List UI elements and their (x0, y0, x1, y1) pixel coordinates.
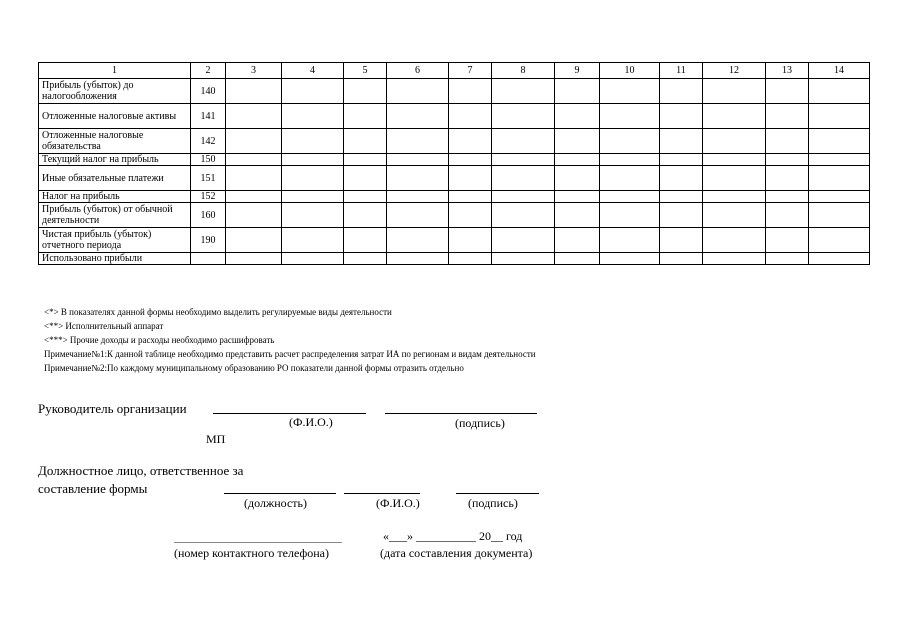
value-cell (449, 154, 492, 166)
value-cell (660, 166, 703, 191)
value-cell (766, 79, 809, 104)
value-cell (703, 203, 766, 228)
value-cell (226, 253, 282, 265)
value-cell (492, 79, 555, 104)
value-cell (344, 166, 387, 191)
value-cell (226, 166, 282, 191)
value-cell (660, 191, 703, 203)
official-fio-line (344, 493, 420, 494)
value-cell (600, 203, 660, 228)
table-row (39, 166, 870, 191)
value-cell (660, 79, 703, 104)
row-code: 142 (191, 129, 226, 154)
row-label: Иные обязательные платежи (39, 166, 191, 191)
note-2: <**> Исполнительный аппарат (44, 321, 164, 331)
row-code: 152 (191, 191, 226, 203)
official-sign-line (456, 493, 539, 494)
value-cell (809, 154, 870, 166)
value-cell (492, 203, 555, 228)
value-cell (344, 253, 387, 265)
value-cell (703, 129, 766, 154)
table-row (39, 79, 870, 104)
table-row (39, 203, 870, 228)
value-cell (809, 129, 870, 154)
row-code (191, 253, 226, 265)
value-cell (766, 154, 809, 166)
position-line (224, 493, 336, 494)
note-1: <*> В показателях данной формы необходимо выделить регулируемые виды деятельности (44, 307, 392, 317)
value-cell (344, 154, 387, 166)
value-cell (555, 191, 600, 203)
value-cell (226, 191, 282, 203)
value-cell (282, 104, 344, 129)
table-body (39, 79, 870, 265)
column-header-13: 13 (766, 63, 809, 79)
value-cell (660, 104, 703, 129)
head-label: Руководитель организации (38, 401, 187, 416)
value-cell (600, 154, 660, 166)
head-fio-caption: (Ф.И.О.) (289, 415, 333, 429)
column-header-2: 2 (191, 63, 226, 79)
value-cell (660, 129, 703, 154)
value-cell (809, 166, 870, 191)
value-cell (387, 203, 449, 228)
value-cell (449, 104, 492, 129)
value-cell (703, 166, 766, 191)
value-cell (492, 104, 555, 129)
value-cell (492, 191, 555, 203)
column-header-12: 12 (703, 63, 766, 79)
value-cell (766, 166, 809, 191)
value-cell (226, 104, 282, 129)
value-cell (387, 79, 449, 104)
value-cell (282, 129, 344, 154)
header-row (39, 63, 870, 79)
value-cell (492, 154, 555, 166)
value-cell (555, 79, 600, 104)
row-label: Прибыль (убыток) от обычной деятельности (39, 203, 191, 228)
column-header-5: 5 (344, 63, 387, 79)
value-cell (809, 79, 870, 104)
value-cell (703, 228, 766, 253)
value-cell (660, 253, 703, 265)
value-cell (809, 228, 870, 253)
value-cell (344, 203, 387, 228)
value-cell (387, 191, 449, 203)
date-line: «___» __________ 20__ год (383, 529, 523, 543)
table-row (39, 228, 870, 253)
value-cell (492, 129, 555, 154)
official-fio-caption: (Ф.И.О.) (376, 496, 420, 510)
value-cell (555, 129, 600, 154)
value-cell (809, 104, 870, 129)
value-cell (344, 79, 387, 104)
value-cell (600, 191, 660, 203)
column-header-4: 4 (282, 63, 344, 79)
value-cell (226, 228, 282, 253)
value-cell (282, 79, 344, 104)
value-cell (282, 253, 344, 265)
note-4: Примечание№1:К данной таблице необходимо представить расчет распределения затрат ИА по регионам и видам деятельности (44, 349, 536, 359)
column-header-11: 11 (660, 63, 703, 79)
value-cell (766, 129, 809, 154)
value-cell (809, 253, 870, 265)
value-cell (703, 154, 766, 166)
value-cell (282, 166, 344, 191)
table-row (39, 129, 870, 154)
column-header-6: 6 (387, 63, 449, 79)
row-code: 151 (191, 166, 226, 191)
column-header-14: 14 (809, 63, 870, 79)
table-row (39, 253, 870, 265)
official-label-1: Должностное лицо, ответственное за (38, 463, 244, 478)
value-cell (660, 203, 703, 228)
phone-caption: (номер контактного телефона) (174, 546, 329, 560)
value-cell (809, 203, 870, 228)
row-label: Прибыль (убыток) до налогообложения (39, 79, 191, 104)
position-caption: (должность) (244, 496, 307, 510)
column-header-1: 1 (39, 63, 191, 79)
value-cell (387, 154, 449, 166)
value-cell (766, 191, 809, 203)
row-code: 150 (191, 154, 226, 166)
row-code: 160 (191, 203, 226, 228)
value-cell (226, 129, 282, 154)
value-cell (387, 129, 449, 154)
official-sign-caption: (подпись) (468, 496, 518, 510)
value-cell (344, 191, 387, 203)
stamp-label: МП (206, 432, 226, 446)
value-cell (555, 203, 600, 228)
value-cell (282, 228, 344, 253)
value-cell (449, 191, 492, 203)
value-cell (703, 253, 766, 265)
value-cell (766, 228, 809, 253)
row-label: Использовано прибыли (39, 253, 191, 265)
table-row (39, 191, 870, 203)
row-label: Отложенные налоговые обязательства (39, 129, 191, 154)
value-cell (449, 228, 492, 253)
value-cell (766, 104, 809, 129)
value-cell (766, 203, 809, 228)
date-caption: (дата составления документа) (380, 546, 533, 560)
value-cell (600, 228, 660, 253)
value-cell (449, 253, 492, 265)
column-header-3: 3 (226, 63, 282, 79)
value-cell (703, 104, 766, 129)
value-cell (226, 203, 282, 228)
value-cell (449, 203, 492, 228)
head-fio-line (213, 413, 366, 414)
column-header-8: 8 (492, 63, 555, 79)
value-cell (226, 154, 282, 166)
column-header-9: 9 (555, 63, 600, 79)
value-cell (387, 104, 449, 129)
value-cell (449, 129, 492, 154)
value-cell (660, 228, 703, 253)
row-code: 141 (191, 104, 226, 129)
value-cell (600, 166, 660, 191)
head-sign-line (385, 413, 537, 414)
value-cell (703, 79, 766, 104)
value-cell (344, 104, 387, 129)
value-cell (387, 253, 449, 265)
value-cell (600, 79, 660, 104)
value-cell (387, 166, 449, 191)
row-label: Отложенные налоговые активы (39, 104, 191, 129)
value-cell (344, 228, 387, 253)
value-cell (449, 79, 492, 104)
value-cell (555, 253, 600, 265)
phone-line (174, 542, 342, 543)
row-label: Чистая прибыль (убыток) отчетного периода (39, 228, 191, 253)
value-cell (226, 79, 282, 104)
note-5: Примечание№2:По каждому муниципальному образованию РО показатели данной формы отразить отдельно (44, 363, 464, 373)
value-cell (766, 253, 809, 265)
value-cell (492, 228, 555, 253)
row-label: Налог на прибыль (39, 191, 191, 203)
row-code: 140 (191, 79, 226, 104)
value-cell (555, 104, 600, 129)
row-code: 190 (191, 228, 226, 253)
row-label: Текущий налог на прибыль (39, 154, 191, 166)
value-cell (600, 253, 660, 265)
value-cell (492, 166, 555, 191)
value-cell (555, 154, 600, 166)
value-cell (703, 191, 766, 203)
table-row (39, 154, 870, 166)
value-cell (344, 129, 387, 154)
value-cell (387, 228, 449, 253)
value-cell (660, 154, 703, 166)
value-cell (282, 191, 344, 203)
column-header-7: 7 (449, 63, 492, 79)
value-cell (282, 203, 344, 228)
value-cell (555, 166, 600, 191)
value-cell (449, 166, 492, 191)
value-cell (555, 228, 600, 253)
official-label-2: составление формы (38, 481, 148, 496)
head-sign-caption: (подпись) (455, 416, 505, 430)
value-cell (600, 129, 660, 154)
column-header-10: 10 (600, 63, 660, 79)
value-cell (809, 191, 870, 203)
value-cell (282, 154, 344, 166)
value-cell (600, 104, 660, 129)
note-3: <***> Прочие доходы и расходы необходимо расшифровать (44, 335, 275, 345)
report-table (38, 62, 870, 265)
value-cell (492, 253, 555, 265)
table-row (39, 104, 870, 129)
